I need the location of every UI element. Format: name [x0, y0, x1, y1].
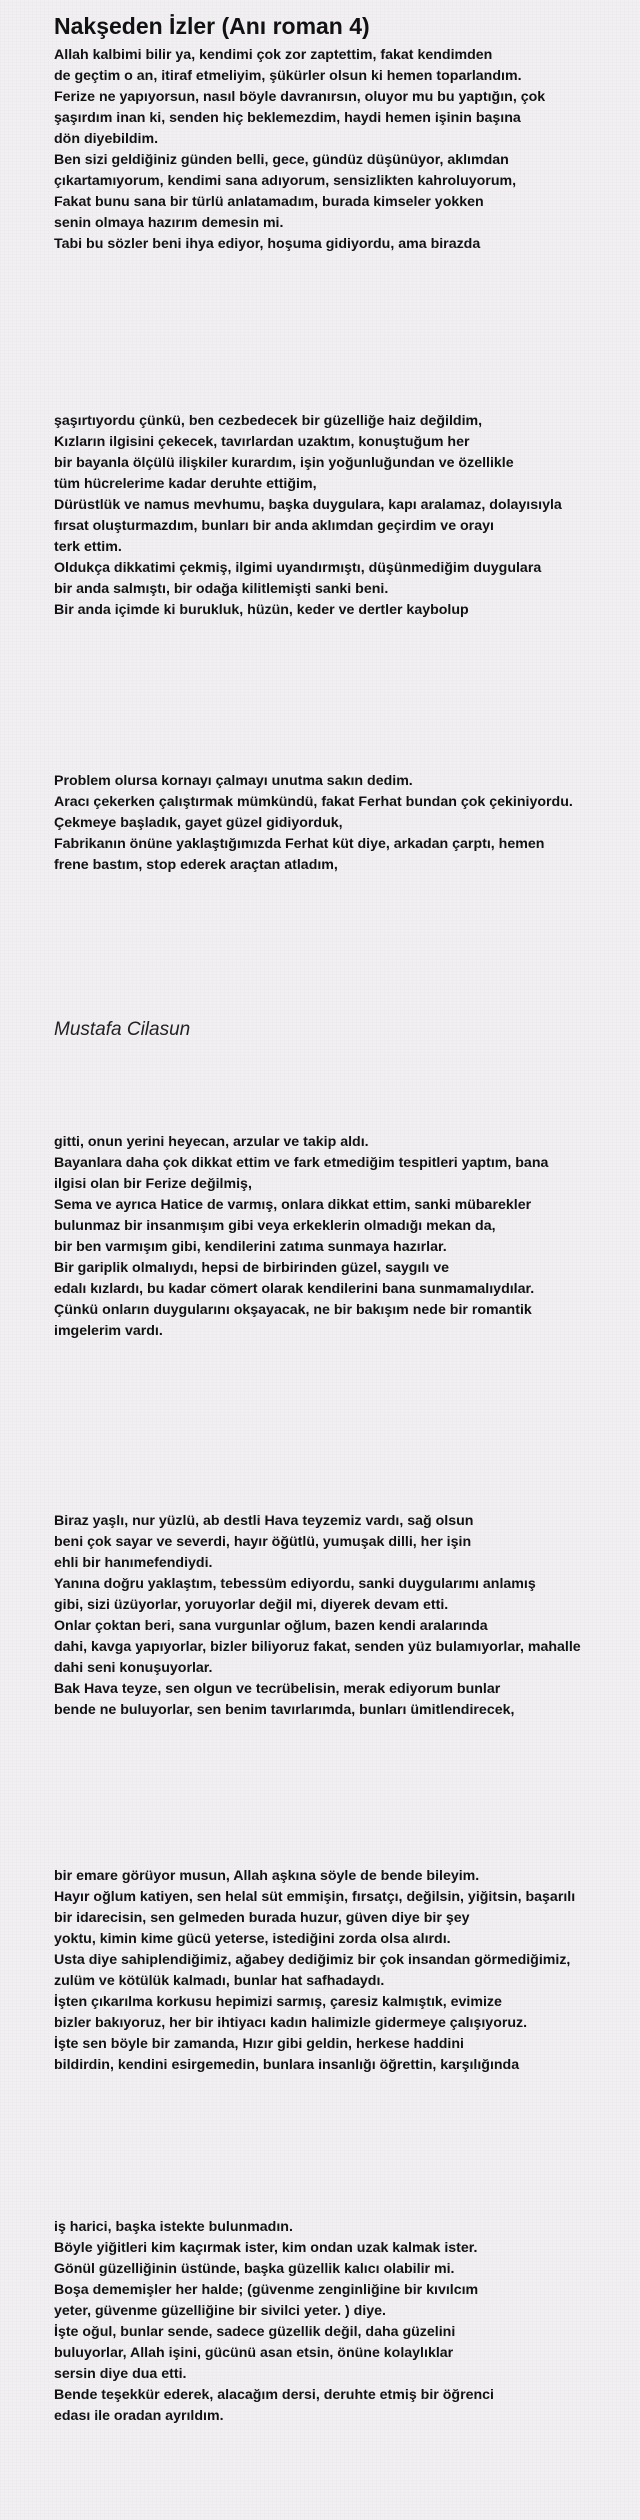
text-line: Tabi bu sözler beni ihya ediyor, hoşuma gidiyordu, ama birazda: [54, 236, 481, 252]
text-line: Sema ve ayrıca Hatice de varmış, onlara dikkat ettim, sanki mübarekler: [54, 1197, 532, 1213]
text-line: Onlar çoktan beri, sana vurgunlar oğlum, bazen kendi aralarında: [54, 1618, 488, 1634]
text-line: ehli bir hanımefendiydi.: [54, 1555, 213, 1571]
text-line: sersin diye dua etti.: [54, 2366, 187, 2382]
text-line: imgelerim vardı.: [54, 1323, 163, 1339]
text-line: gitti, onun yerini heyecan, arzular ve takip aldı.: [54, 1134, 369, 1150]
text-line: edası ile oradan ayrıldım.: [54, 2408, 224, 2424]
text-line: Böyle yiğitleri kim kaçırmak ister, kim ondan uzak kalmak ister.: [54, 2240, 478, 2256]
text-line: edalı kızlardı, bu kadar cömert olarak kendilerini bana sunmamalıydılar.: [54, 1281, 535, 1297]
paragraph-block-3: [54, 771, 573, 876]
text-line: ilgisi olan bir Ferize değilmiş,: [54, 1176, 252, 1192]
text-line: Problem olursa kornayı çalmayı unutma sakın dedim.: [54, 773, 413, 789]
text-line: Biraz yaşlı, nur yüzlü, ab destli Hava teyzemiz vardı, sağ olsun: [54, 1513, 474, 1529]
text-line: dahi seni konuşuyorlar.: [54, 1660, 213, 1676]
text-line: Hayır oğlum katiyen, sen helal süt emmişin, fırsatçı, değilsin, yiğitsin, başarılı: [54, 1889, 576, 1905]
text-line: Çünkü onların duygularını okşayacak, ne bir bakışım nede bir romantik: [54, 1302, 532, 1318]
text-line: Boşa dememişler her halde; (güvenme zenginliğine bir kıvılcım: [54, 2282, 479, 2298]
text-line: Bir gariplik olmalıydı, hepsi de birbirinden güzel, saygılı ve: [54, 1260, 449, 1276]
text-line: bulunmaz bir insanmışım gibi veya erkeklerin olmadığı mekan da,: [54, 1218, 496, 1234]
text-line: gibi, sizi üzüyorlar, yoruyorlar değil mi, diyerek devam etti.: [54, 1597, 449, 1613]
text-line: Yanına doğru yaklaştım, tebessüm ediyordu, sanki duygularımı anlamış: [54, 1576, 536, 1592]
paragraph-block-6: [54, 1866, 575, 2076]
text-line: bende ne buluyorlar, sen benim tavırlarımda, bunları ümitlendirecek,: [54, 1702, 515, 1718]
page-title: Nakşeden İzler (Anı roman 4): [54, 13, 370, 39]
text-line: senin olmaya hazırım demesin mi.: [54, 215, 284, 231]
text-line: Bir anda içimde ki burukluk, hüzün, keder ve dertler kaybolup: [54, 602, 469, 618]
text-line: Gönül güzelliğinin üstünde, başka güzellik kalıcı olabilir mi.: [54, 2261, 455, 2277]
text-line: buluyorlar, Allah işini, gücünü asan etsin, önüne kolaylıklar: [54, 2345, 454, 2361]
text-line: Allah kalbimi bilir ya, kendimi çok zor zaptettim, fakat kendimden: [54, 47, 493, 63]
paragraph-block-1: [54, 45, 545, 255]
text-line: bir anda salmıştı, bir odağa kilitlemişti sanki beni.: [54, 581, 389, 597]
paragraph-block-7: [54, 2217, 494, 2427]
text-line: tüm hücrelerime kadar deruhte ettiğim,: [54, 476, 317, 492]
text-line: Fakat bunu sana bir türlü anlatamadım, burada kimseler yokken: [54, 194, 484, 210]
text-line: Bayanlara daha çok dikkat ettim ve fark etmediğim tespitleri yaptım, bana: [54, 1155, 549, 1171]
text-line: Oldukça dikkatimi çekmiş, ilgimi uyandırmıştı, düşünmediğim duygulara: [54, 560, 542, 576]
text-line: yeter, güvenme güzelliğine bir sivilci yeter. ) diye.: [54, 2303, 386, 2319]
text-line: çıkartamıyorum, kendimi sana adıyorum, sensizlikten kahroluyorum,: [54, 173, 517, 189]
text-line: Ben sizi geldiğiniz günden belli, gece, gündüz düşünüyor, aklımdan: [54, 152, 509, 168]
text-line: Dürüstlük ve namus mevhumu, başka duygulara, kapı aralamaz, dolayısıyla: [54, 497, 562, 513]
text-line: de geçtim o an, itiraf etmeliyim, şükürler olsun ki hemen toparlandım.: [54, 68, 522, 84]
author-name: Mustafa Cilasun: [54, 1019, 191, 1040]
text-line: şaşırtıyordu çünkü, ben cezbedecek bir güzelliğe haiz değildim,: [54, 413, 483, 429]
text-line: Fabrikanın önüne yaklaştığımızda Ferhat küt diye, arkadan çarptı, hemen: [54, 836, 545, 852]
text-line: terk ettim.: [54, 539, 122, 555]
text-line: Usta diye sahiplendiğimiz, ağabey dediğimiz bir çok insandan görmediğimiz,: [54, 1952, 571, 1968]
text-line: Kızların ilgisini çekecek, tavırlardan uzaktım, konuştuğum her: [54, 434, 470, 450]
text-line: İşte sen böyle bir zamanda, Hızır gibi geldin, herkese haddini: [54, 2036, 464, 2052]
text-line: Bak Hava teyze, sen olgun ve tecrübelisin, merak ediyorum bunlar: [54, 1681, 501, 1697]
text-line: bir ben varmışım gibi, kendilerini zatıma sunmaya hazırlar.: [54, 1239, 447, 1255]
text-line: bildirdin, kendini esirgemedin, bunlara insanlığı öğrettin, karşılığında: [54, 2057, 520, 2073]
text-line: şaşırdım inan ki, senden hiç beklemezdim, haydi hemen işinin başına: [54, 110, 521, 126]
text-line: frene bastım, stop ederek araçtan atladım,: [54, 857, 338, 873]
text-line: dahi, kavga yapıyorlar, bizler biliyoruz fakat, senden yüz bulamıyorlar, mahalle: [54, 1639, 581, 1655]
text-line: zulüm ve kötülük kalmadı, bunlar hat safhadaydı.: [54, 1973, 385, 1989]
text-line: beni çok sayar ve severdi, hayır öğütlü, yumuşak dilli, her işin: [54, 1534, 472, 1550]
text-line: iş harici, başka istekte bulunmadın.: [54, 2219, 293, 2235]
text-line: bir emare görüyor musun, Allah aşkına söyle de bende bileyim.: [54, 1868, 480, 1884]
paragraph-block-4: [54, 1132, 548, 1342]
text-line: bizler bakıyoruz, her bir ihtiyacı kadın halimizle gidermeye çalışıyoruz.: [54, 2015, 528, 2031]
text-line: bir bayanla ölçülü ilişkiler kurardım, işin yoğunluğundan ve özellikle: [54, 455, 514, 471]
text-line: Çekmeye başladık, gayet güzel gidiyorduk,: [54, 815, 343, 831]
text-line: yoktu, kimin kime gücü yeterse, istediğini zorda olsa alırdı.: [54, 1931, 451, 1947]
text-line: Aracı çekerken çalıştırmak mümkündü, fakat Ferhat bundan çok çekiniyordu.: [54, 794, 573, 810]
text-line: dön diyebildim.: [54, 131, 159, 147]
paragraph-block-5: [54, 1511, 581, 1721]
paragraph-block-2: [54, 411, 562, 621]
text-line: fırsat oluşturmazdım, bunları bir anda aklımdan geçirdim ve orayı: [54, 518, 494, 534]
text-line: bir idarecisin, sen gelmeden burada huzur, güven diye bir şey: [54, 1910, 470, 1926]
text-line: İşte oğul, bunlar sende, sadece güzellik değil, daha güzelini: [54, 2324, 456, 2340]
text-line: İşten çıkarılma korkusu hepimizi sarmış, çaresiz kalmıştık, evimize: [54, 1994, 502, 2010]
text-line: Bende teşekkür ederek, alacağım dersi, deruhte etmiş bir öğrenci: [54, 2387, 494, 2403]
text-line: Ferize ne yapıyorsun, nasıl böyle davranırsın, oluyor mu bu yaptığın, çok: [54, 89, 546, 105]
